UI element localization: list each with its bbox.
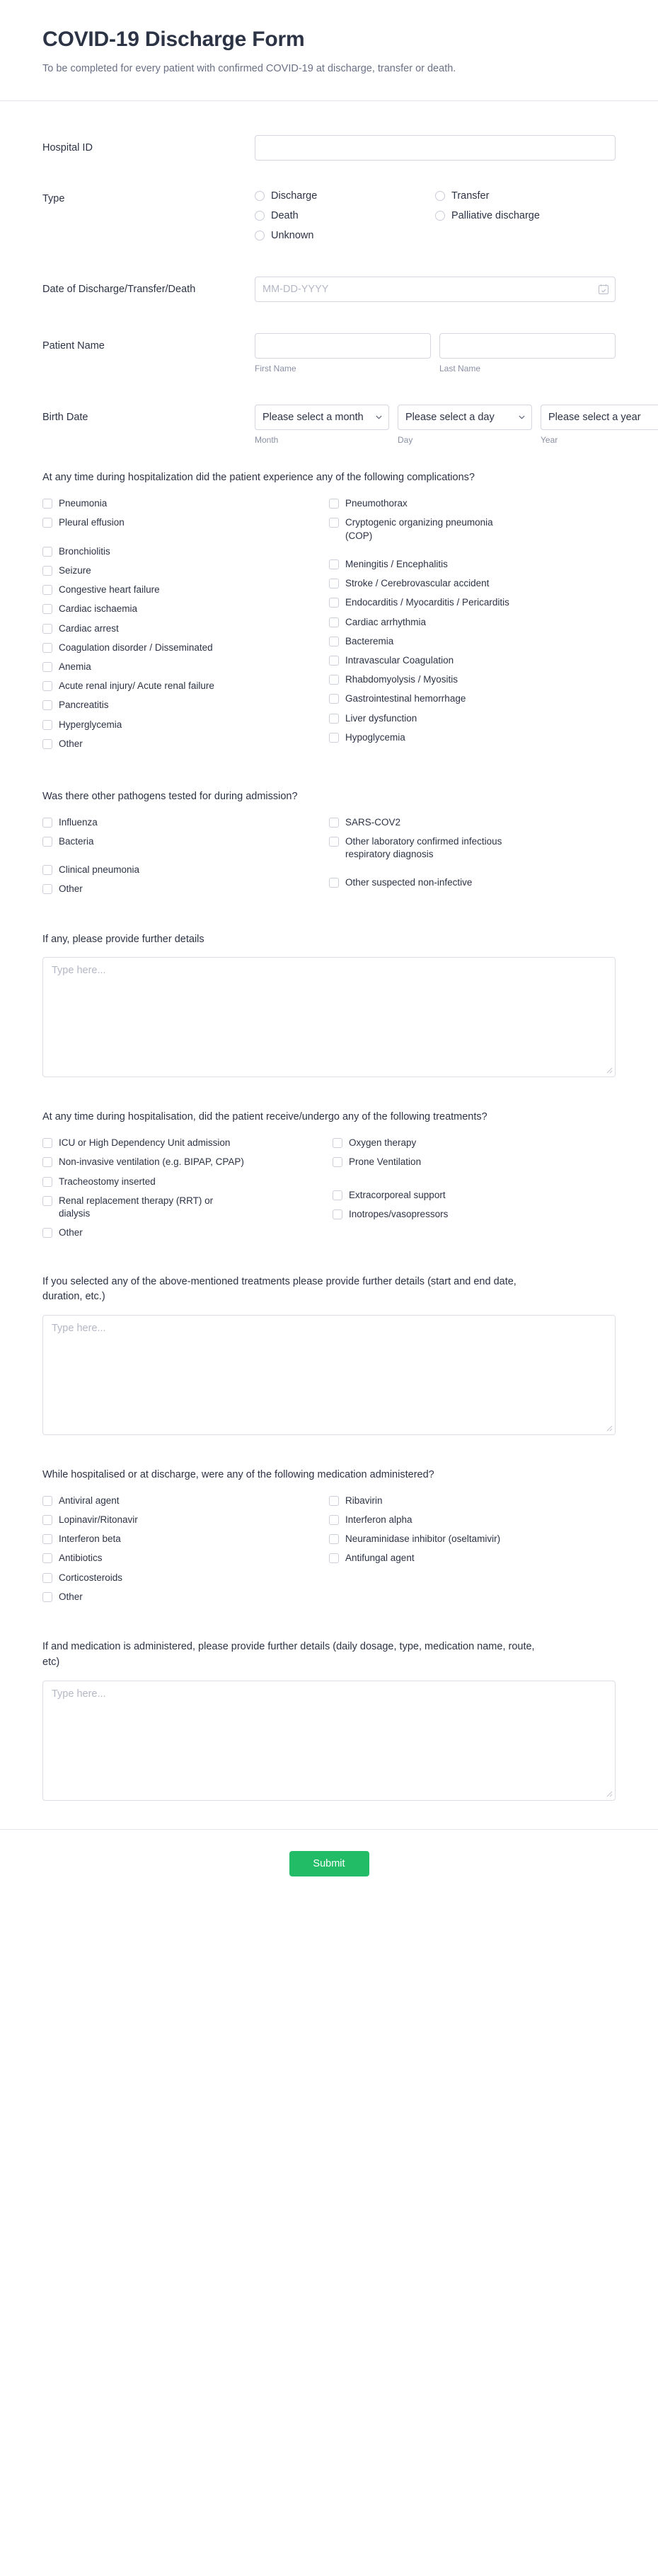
checkbox-label: Lopinavir/Ritonavir (59, 1514, 138, 1525)
last-name-input[interactable] (439, 333, 616, 359)
checkbox-icon[interactable] (329, 733, 339, 743)
checkbox-label: Pneumonia (59, 498, 108, 509)
medication-grid (42, 1495, 616, 1610)
checkbox-item-other[interactable] (42, 1226, 333, 1239)
checkbox-item[interactable] (329, 1514, 616, 1526)
radio-label: Death (271, 210, 299, 222)
chevron-down-icon[interactable] (376, 415, 382, 419)
checkbox-icon[interactable] (42, 1157, 52, 1167)
checkbox-icon[interactable] (329, 656, 339, 666)
details-1-label: If any, please provide further details (42, 933, 204, 945)
checkbox-label: Pleural effusion (59, 517, 125, 528)
checkbox-label: Inotropes/vasopressors (349, 1208, 449, 1219)
checkbox-item[interactable] (42, 1514, 329, 1526)
checkbox-icon[interactable] (329, 878, 339, 888)
treatments-column-1 (42, 1137, 333, 1246)
medication-block (42, 1439, 616, 1618)
type-label: Type (42, 193, 65, 205)
radio-death[interactable] (255, 206, 435, 226)
hospital-id-control (255, 135, 616, 161)
checkbox-item[interactable] (329, 577, 616, 590)
checkbox-label: Liver dysfunction (345, 712, 417, 724)
checkbox-item[interactable] (42, 816, 329, 829)
checkbox-icon[interactable] (329, 579, 339, 588)
treatments-column-2 (333, 1137, 619, 1227)
checkbox-label: Neuraminidase inhibitor (oseltamivir) (345, 1533, 501, 1545)
pathogens-question: Was there other pathogens tested for during admission? (42, 791, 298, 803)
checkbox-item[interactable] (42, 1156, 333, 1168)
birth-year-value: Please select a year (548, 412, 641, 424)
details-3-label: If and medication is administered, please provide further details (daily dosage, type, medication name, route, etc) (42, 1641, 535, 1668)
submit-button[interactable]: Submit (289, 1851, 369, 1876)
field-row-date (42, 258, 616, 315)
checkbox-item[interactable] (42, 545, 329, 558)
complications-col2-group1 (329, 497, 616, 543)
checkbox-item[interactable] (42, 1572, 329, 1584)
checkbox-label: Ribavirin (345, 1495, 383, 1506)
hospital-id-label: Hospital ID (42, 142, 93, 154)
checkbox-icon[interactable] (329, 675, 339, 685)
checkbox-label: Prone Ventilation (349, 1156, 422, 1168)
checkbox-icon[interactable] (329, 837, 339, 847)
patient-name-control (255, 333, 616, 373)
checkbox-label: Extracorporeal support (349, 1189, 446, 1200)
checkbox-item[interactable] (333, 1156, 619, 1168)
checkbox-icon[interactable] (329, 694, 339, 704)
checkbox-label: Anemia (59, 661, 91, 672)
checkbox-item[interactable] (329, 835, 616, 861)
radio-circle-icon[interactable] (255, 191, 265, 201)
checkbox-item[interactable] (333, 1137, 619, 1149)
pathogens-block (42, 765, 616, 911)
checkbox-icon[interactable] (42, 547, 52, 557)
checkbox-item[interactable] (333, 1208, 619, 1221)
checkbox-item-other[interactable] (42, 738, 329, 750)
checkbox-label: Non-invasive ventilation (e.g. BIPAP, CPAP) (59, 1156, 244, 1168)
group-spacer (42, 536, 329, 545)
checkbox-item[interactable] (42, 497, 329, 510)
checkbox-label: Cardiac arrhythmia (345, 616, 427, 627)
radio-label: Transfer (451, 190, 490, 202)
checkbox-item[interactable] (42, 864, 329, 876)
checkbox-label: Meningitis / Encephalitis (345, 558, 448, 569)
checkbox-icon[interactable] (329, 499, 339, 509)
checkbox-icon[interactable] (42, 739, 52, 749)
chevron-down-icon[interactable] (519, 415, 525, 419)
checkbox-icon[interactable] (329, 598, 339, 608)
checkbox-label: Other suspected non-infective (345, 877, 473, 888)
checkbox-item[interactable] (329, 1533, 616, 1545)
checkbox-item[interactable] (329, 673, 616, 686)
page-subtitle: To be completed for every patient with confirmed COVID-19 at discharge, transfer or death. (42, 63, 456, 74)
checkbox-label: Antibiotics (59, 1553, 103, 1564)
checkbox-item[interactable] (329, 876, 616, 889)
checkbox-label: Cryptogenic organizing pneumonia (COP) (345, 517, 493, 541)
birth-month-sublabel: Month (255, 435, 279, 446)
checkbox-item[interactable] (329, 712, 616, 725)
checkbox-label: Interferon beta (59, 1533, 121, 1545)
checkbox-icon[interactable] (42, 1553, 52, 1563)
checkbox-item-other[interactable] (42, 883, 329, 895)
first-name-col (255, 333, 431, 373)
checkbox-icon[interactable] (329, 1496, 339, 1506)
date-input-wrapper (255, 277, 616, 302)
checkbox-icon[interactable] (42, 1138, 52, 1148)
group-spacer (42, 854, 329, 864)
treatments-grid (42, 1137, 616, 1246)
birth-day-select[interactable] (398, 405, 532, 430)
checkbox-icon[interactable] (42, 720, 52, 730)
details-1-textarea[interactable] (42, 957, 616, 1077)
pathogens-column-2 (329, 816, 616, 896)
checkbox-icon[interactable] (333, 1138, 342, 1148)
birth-year-select[interactable] (541, 405, 658, 430)
checkbox-icon[interactable] (329, 818, 339, 828)
checkbox-icon[interactable] (42, 1515, 52, 1525)
form-body (0, 101, 658, 1828)
complications-col2-group2 (329, 558, 616, 744)
checkbox-item[interactable] (329, 654, 616, 667)
checkbox-icon[interactable] (333, 1209, 342, 1219)
checkbox-item[interactable] (42, 516, 329, 529)
radio-discharge[interactable] (255, 186, 435, 206)
complications-column-1 (42, 497, 329, 757)
complications-column-2 (329, 497, 616, 750)
checkbox-label: Bacteremia (345, 635, 394, 646)
checkbox-item[interactable] (42, 699, 329, 712)
checkbox-icon[interactable] (42, 1177, 52, 1187)
checkbox-icon[interactable] (42, 681, 52, 691)
checkbox-label: Seizure (59, 564, 91, 576)
radio-unknown[interactable] (255, 226, 435, 245)
form-header (0, 0, 658, 101)
pathogens-col2-group2 (329, 876, 616, 889)
checkbox-label: Endocarditis / Myocarditis / Pericarditis (345, 597, 509, 608)
checkbox-item[interactable] (42, 564, 329, 577)
radio-circle-icon[interactable] (255, 211, 265, 221)
radio-circle-icon[interactable] (435, 211, 445, 221)
checkbox-icon[interactable] (329, 1553, 339, 1563)
medication-question: While hospitalised or at discharge, were any of the following medication administered? (42, 1469, 434, 1480)
checkbox-label: Other (59, 738, 83, 749)
birth-date-control (255, 405, 641, 446)
checkbox-icon[interactable] (42, 1592, 52, 1602)
checkbox-label: ICU or High Dependency Unit admission (59, 1137, 231, 1149)
checkbox-label: Acute renal injury/ Acute renal failure (59, 680, 214, 692)
birth-date-label: Birth Date (42, 412, 88, 424)
checkbox-item[interactable] (42, 1552, 329, 1565)
type-radio-column-1 (255, 186, 435, 245)
details-3-textarea[interactable] (42, 1681, 616, 1801)
first-name-sublabel: First Name (255, 364, 296, 374)
checkbox-label: SARS-COV2 (345, 816, 401, 828)
date-control (255, 277, 616, 302)
checkbox-icon[interactable] (42, 818, 52, 828)
checkbox-item[interactable] (42, 661, 329, 673)
checkbox-item[interactable] (329, 816, 616, 829)
checkbox-item[interactable] (329, 558, 616, 571)
complications-col1-group1 (42, 497, 329, 529)
checkbox-icon[interactable] (42, 585, 52, 595)
checkbox-item[interactable] (42, 1495, 329, 1507)
checkbox-icon[interactable] (329, 617, 339, 627)
checkbox-label: Antifungal agent (345, 1553, 415, 1564)
checkbox-label: Congestive heart failure (59, 584, 160, 596)
pathogens-col1-group1 (42, 816, 329, 848)
details-2-wrapper (42, 1315, 616, 1435)
checkbox-item[interactable] (42, 642, 329, 654)
checkbox-label: Bronchiolitis (59, 545, 110, 557)
checkbox-label: Hyperglycemia (59, 719, 122, 730)
birth-month-col (255, 405, 389, 445)
checkbox-label: Other (59, 1591, 83, 1602)
checkbox-label: Bacteria (59, 836, 94, 847)
details-2-textarea[interactable] (42, 1315, 616, 1435)
checkbox-icon[interactable] (42, 566, 52, 576)
treatments-block (42, 1081, 616, 1254)
details-2-label: If you selected any of the above-mentioned treatments please provide further details (start and end date, duration, etc.) (42, 1275, 516, 1303)
type-radio-column-2 (435, 186, 616, 245)
pathogens-col1-group2 (42, 864, 329, 895)
checkbox-label: Oxygen therapy (349, 1137, 417, 1149)
group-spacer (329, 549, 616, 558)
complications-col1-group2 (42, 545, 329, 750)
checkbox-item[interactable] (329, 497, 616, 510)
complications-grid (42, 497, 616, 757)
medication-column-2 (329, 1495, 616, 1572)
checkbox-label: Influenza (59, 816, 98, 828)
checkbox-item[interactable] (42, 1533, 329, 1545)
birth-date-select-grid (255, 405, 641, 446)
group-spacer (329, 867, 616, 876)
checkbox-icon[interactable] (42, 1228, 52, 1238)
checkbox-label: Rhabdomyolysis / Myositis (345, 674, 458, 685)
checkbox-item[interactable] (329, 616, 616, 629)
field-row-birth-date (42, 386, 641, 449)
checkbox-icon[interactable] (42, 865, 52, 875)
checkbox-item[interactable] (329, 516, 616, 542)
radio-label: Palliative discharge (451, 210, 540, 222)
type-radio-grid (255, 186, 616, 245)
first-name-input[interactable] (255, 333, 431, 359)
page-title: COVID-19 Discharge Form (42, 28, 305, 51)
checkbox-icon[interactable] (42, 624, 52, 634)
birth-year-sublabel: Year (541, 435, 558, 446)
checkbox-label: Hypoglycemia (345, 731, 405, 743)
medication-column-1 (42, 1495, 329, 1610)
birth-month-select[interactable] (255, 405, 389, 430)
details-3-wrapper (42, 1681, 616, 1801)
checkbox-item[interactable] (42, 603, 329, 615)
checkbox-label: Coagulation disorder / Disseminated (59, 642, 213, 653)
checkbox-icon[interactable] (329, 714, 339, 724)
checkbox-icon[interactable] (42, 884, 52, 894)
checkbox-label: Antiviral agent (59, 1495, 120, 1506)
checkbox-item[interactable] (42, 1137, 333, 1149)
checkbox-label: Stroke / Cerebrovascular accident (345, 578, 490, 589)
checkbox-icon[interactable] (42, 604, 52, 614)
details-1-wrapper (42, 957, 616, 1077)
patient-name-grid (255, 333, 616, 373)
radio-label: Unknown (271, 230, 314, 242)
checkbox-item[interactable] (329, 1552, 616, 1565)
checkbox-item[interactable] (329, 596, 616, 609)
date-input[interactable] (255, 277, 616, 302)
checkbox-icon[interactable] (42, 499, 52, 509)
checkbox-icon[interactable] (42, 1496, 52, 1506)
checkbox-item[interactable] (42, 680, 329, 692)
pathogens-grid (42, 816, 616, 903)
checkbox-label: Tracheostomy inserted (59, 1176, 156, 1187)
field-row-patient-name (42, 315, 616, 386)
checkbox-item[interactable] (329, 692, 616, 705)
checkbox-icon[interactable] (329, 1534, 339, 1544)
checkbox-icon[interactable] (329, 559, 339, 569)
checkbox-icon[interactable] (42, 1196, 52, 1206)
details-1-block (42, 911, 616, 1082)
field-row-hospital-id (42, 122, 616, 173)
form-footer (0, 1829, 658, 1919)
radio-label: Discharge (271, 190, 318, 202)
birth-month-value: Please select a month (262, 412, 364, 424)
birth-year-col (541, 405, 658, 445)
checkbox-icon[interactable] (329, 1515, 339, 1525)
last-name-sublabel: Last Name (439, 364, 481, 374)
radio-circle-icon[interactable] (435, 191, 445, 201)
checkbox-icon[interactable] (329, 518, 339, 528)
birth-day-col (398, 405, 532, 445)
radio-transfer[interactable] (435, 186, 616, 206)
type-control (255, 186, 616, 245)
checkbox-item[interactable] (329, 1495, 616, 1507)
checkbox-item[interactable] (333, 1189, 619, 1202)
complications-block (42, 449, 616, 765)
checkbox-label: Cardiac ischaemia (59, 603, 138, 615)
checkbox-icon[interactable] (329, 637, 339, 646)
checkbox-label: Pancreatitis (59, 700, 109, 711)
checkbox-label: Clinical pneumonia (59, 864, 140, 876)
checkbox-label: Pneumothorax (345, 498, 408, 509)
checkbox-label: Other laboratory confirmed infectious respiratory diagnosis (345, 836, 502, 860)
details-2-block (42, 1255, 616, 1440)
checkbox-icon[interactable] (42, 662, 52, 672)
checkbox-item[interactable] (42, 622, 329, 635)
checkbox-item[interactable] (42, 835, 329, 848)
birth-day-value: Please select a day (405, 412, 495, 424)
checkbox-label: Cardiac arrest (59, 622, 119, 634)
checkbox-label: Gastrointestinal hemorrhage (345, 693, 466, 704)
checkbox-item[interactable] (329, 635, 616, 648)
checkbox-icon[interactable] (42, 837, 52, 847)
last-name-col (439, 333, 616, 373)
checkbox-icon[interactable] (333, 1157, 342, 1167)
checkbox-label: Interferon alpha (345, 1514, 412, 1525)
checkbox-icon[interactable] (333, 1190, 342, 1200)
complications-question: At any time during hospitalization did the patient experience any of the following complications? (42, 472, 475, 484)
field-row-type (42, 173, 616, 258)
checkbox-icon[interactable] (42, 1573, 52, 1583)
checkbox-item[interactable] (42, 1195, 333, 1220)
pathogens-col2-group1 (329, 816, 616, 861)
checkbox-icon[interactable] (42, 643, 52, 653)
checkbox-icon[interactable] (42, 1534, 52, 1544)
checkbox-item[interactable] (329, 731, 616, 744)
treatments-question: At any time during hospitalisation, did the patient receive/undergo any of the following treatments? (42, 1111, 487, 1123)
checkbox-icon[interactable] (42, 518, 52, 528)
radio-palliative-discharge[interactable] (435, 206, 616, 226)
patient-name-label: Patient Name (42, 340, 105, 352)
checkbox-icon[interactable] (42, 700, 52, 710)
checkbox-item[interactable] (42, 1176, 333, 1188)
hospital-id-input[interactable] (255, 135, 616, 161)
checkbox-item[interactable] (42, 719, 329, 731)
radio-circle-icon[interactable] (255, 231, 265, 240)
checkbox-item-other[interactable] (42, 1591, 329, 1603)
checkbox-label: Other (59, 883, 83, 895)
checkbox-item[interactable] (42, 584, 329, 596)
date-label: Date of Discharge/Transfer/Death (42, 284, 196, 296)
pathogens-column-1 (42, 816, 329, 903)
details-3-block (42, 1618, 616, 1805)
birth-day-sublabel: Day (398, 435, 413, 446)
checkbox-label: Other (59, 1227, 83, 1238)
checkbox-label: Renal replacement therapy (RRT) or dialysis (59, 1195, 214, 1219)
checkbox-label: Intravascular Coagulation (345, 654, 454, 666)
checkbox-label: Corticosteroids (59, 1572, 123, 1583)
